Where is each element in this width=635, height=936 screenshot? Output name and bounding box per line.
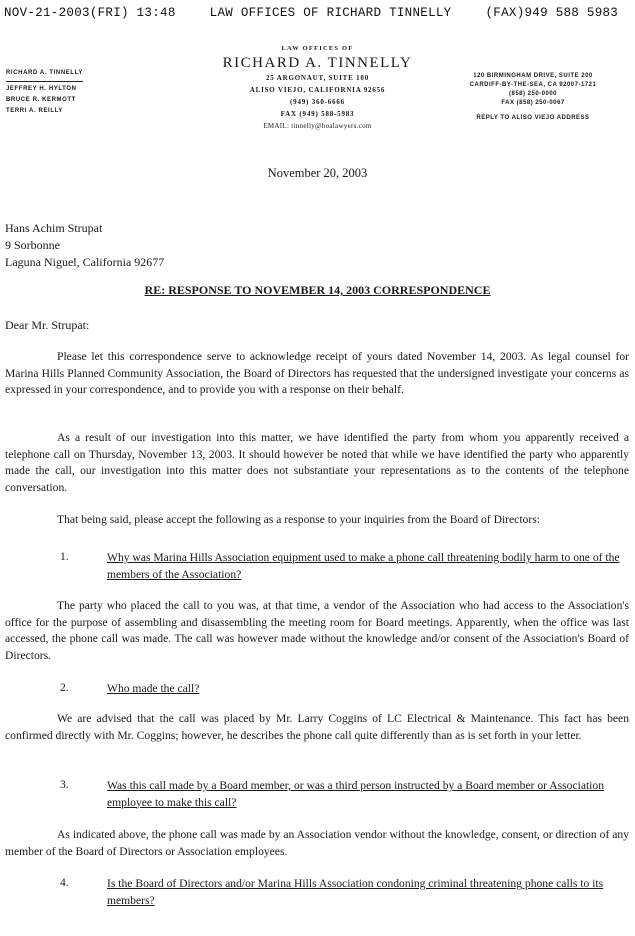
answer-paragraph: As indicated above, the phone call was made by an Association vendor without the knowledge, consent, or direction of any member of the Board of Directors or Association employees. [5,828,629,858]
recipient-city: Laguna Niguel, California 92677 [5,255,165,269]
question-number: 2. [60,681,69,694]
salutation: Dear Mr. Strupat: [5,318,90,332]
letterhead-partner: RICHARD A. TINNELLY [6,68,83,82]
letterhead-associate: TERRI A. REILLY [6,108,63,114]
letterhead-associate: BRUCE R. KERMOTT [6,97,76,103]
letterhead-attorney-list [6,68,146,117]
letterhead-law-offices: LAW OFFICES OF [281,45,354,52]
fax-firm-name: LAW OFFICES OF RICHARD TINNELLY [209,6,452,20]
letterhead-associate: JEFFREY H. HYLTON [6,86,77,92]
question-text: Why was Marina Hills Association equipment used to make a phone call threatening bodily harm to one of the members of the Association? [107,551,620,581]
branch-phone: (858) 250-0000 [508,91,558,97]
body-paragraph: As a result of our investigation into this matter, we have identified the party from whom you apparently received a telephone call on Thursday, November 13, 2003. It should however be noted that while we have identified the party who apparently made the call, our investigation into this matter does not substantiate your representations as to the contents of the telephone conversation. [5,431,629,494]
letterhead-firm-name: RICHARD A. TINNELLY [222,55,413,71]
answer-paragraph: We are advised that the call was placed by Mr. Larry Coggins of LC Electrical & Maintenance. This fact has been confirmed directly with Mr. Coggins; however, he describes the phone call quite differently than as is set forth in your letter. [5,712,629,742]
branch-address-line1: 120 BIRMINGHAM DRIVE, SUITE 200 [473,73,593,79]
reply-instruction: REPLY TO ALISO VIEJO ADDRESS [476,115,590,121]
recipient-name: Hans Achim Strupat [5,221,103,235]
letterhead-email: EMAIL: tinnelly@hoalawyers.com [263,122,372,130]
subject-line: RE: RESPONSE TO NOVEMBER 14, 2003 CORRESPONDENCE [144,283,491,297]
question-number: 3. [60,778,69,791]
question-text: Who made the call? [107,682,200,695]
question-number: 1. [60,550,69,563]
question-text: Is the Board of Directors and/or Marina Hills Association condoning criminal threatening phone calls to its members? [107,877,604,907]
fax-number: (FAX)949 588 5983 [485,6,619,20]
question-number: 4. [60,876,69,889]
branch-fax: FAX (858) 250-0067 [501,100,565,106]
body-paragraph: That being said, please accept the following as a response to your inquiries from the Board of Directors: [57,513,540,526]
letterhead-phone: (949) 360-6666 [290,98,345,106]
letterhead-fax: FAX (949) 588-5983 [280,110,355,118]
letterhead-address-line2: ALISO VIEJO, CALIFORNIA 92656 [249,86,386,94]
answer-paragraph: The party who placed the call to you was, at that time, a vendor of the Association who had access to the Association's office for the purpose of assembling and disassembling the meeting room for Board meetings. Apparently, when the office was last accessed, the phone call was made. The call was however made without the knowledge and/or consent of the Association's Board of Directors. [5,599,629,662]
letterhead-address-line1: 25 ARGONAUT, SUITE 100 [265,74,370,82]
letterhead-main-office [190,44,445,132]
branch-address-line2: CARDIFF-BY-THE-SEA, CA 92007-1721 [469,82,597,88]
letter-date: November 20, 2003 [267,166,368,180]
fax-date-time: NOV-21-2003(FRI) 13:48 [4,6,176,20]
body-paragraph: Please let this correspondence serve to acknowledge receipt of yours dated November 14, 2003. As legal counsel for Marina Hills Planned Community Association, the Board of Directors has requested that the undersigned investigate your concerns as expressed in your correspondence, and to provide you with a response on their behalf. [5,350,629,396]
question-text: Was this call made by a Board member, or was a third person instructed by a Board member or Association employee to make this call? [107,779,605,809]
recipient-address [5,220,164,271]
recipient-street: 9 Sorbonne [5,238,60,252]
fax-transmission-header [4,6,631,20]
letterhead-branch-office [435,72,631,123]
